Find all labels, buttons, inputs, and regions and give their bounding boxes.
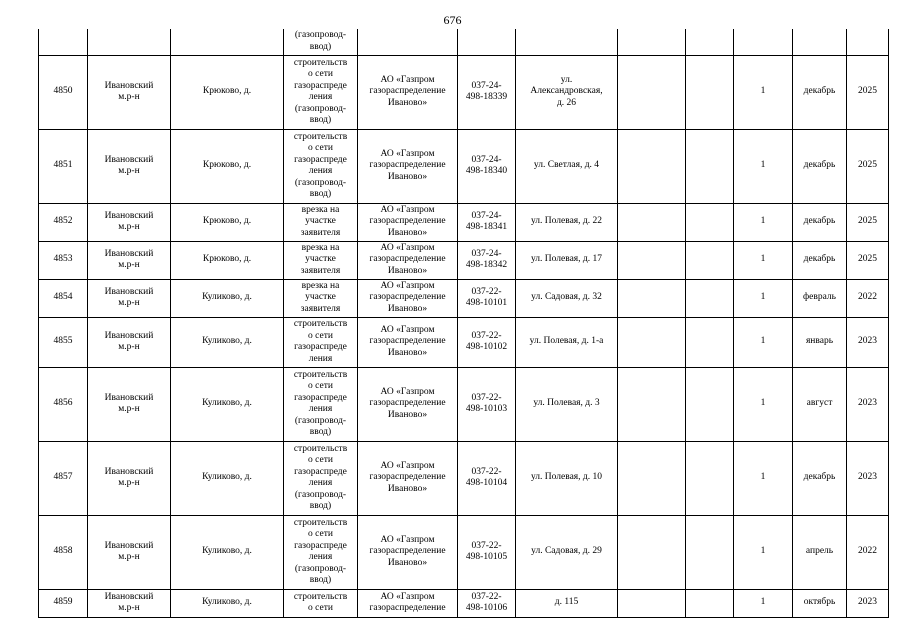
cell-num: 4855 bbox=[39, 317, 88, 367]
cell-work: строительств о сети газораспреде ления bbox=[284, 317, 358, 367]
cell-year: 2022 bbox=[847, 279, 889, 317]
cell-address: д. 115 bbox=[516, 589, 618, 617]
table-row-continued bbox=[39, 29, 889, 55]
cell-work: строительств о сети газораспреде ления (газопровод- ввод) bbox=[284, 515, 358, 589]
cell-month: октябрь bbox=[793, 589, 847, 617]
table-row bbox=[39, 129, 889, 203]
cell-year: 2023 bbox=[847, 441, 889, 515]
cell-district: Ивановский м.р-н bbox=[88, 203, 171, 241]
gasification-table bbox=[38, 29, 889, 618]
cell-e2 bbox=[686, 589, 734, 617]
cell-code: 037-22- 498-10105 bbox=[458, 515, 516, 589]
cell-code: 037-22- 498-10103 bbox=[458, 367, 516, 441]
cell-locality: Крюково, д. bbox=[171, 241, 284, 279]
cell-org: АО «Газпром газораспределение Иваново» bbox=[358, 129, 458, 203]
cell-org: АО «Газпром газораспределение Иваново» bbox=[358, 367, 458, 441]
cell-e1 bbox=[618, 317, 686, 367]
cell-address: ул. Полевая, д. 17 bbox=[516, 241, 618, 279]
cell-address: ул. Александровская, д. 26 bbox=[516, 55, 618, 129]
cell-work: строительств о сети газораспреде ления (газопровод- ввод) bbox=[284, 129, 358, 203]
cell-work: строительств о сети газораспреде ления (газопровод- ввод) bbox=[284, 55, 358, 129]
cell-e2 bbox=[686, 441, 734, 515]
cell-e2 bbox=[686, 55, 734, 129]
cell-num: 4856 bbox=[39, 367, 88, 441]
table-row bbox=[39, 589, 889, 617]
cell-work: врезка на участке заявителя bbox=[284, 279, 358, 317]
cell-e1 bbox=[618, 129, 686, 203]
cell-district: Ивановский м.р-н bbox=[88, 515, 171, 589]
table-row bbox=[39, 515, 889, 589]
cell-e2 bbox=[686, 129, 734, 203]
cell-year: 2023 bbox=[847, 367, 889, 441]
cell-month: февраль bbox=[793, 279, 847, 317]
cell-e2 bbox=[686, 241, 734, 279]
cell-code: 037-24- 498-18339 bbox=[458, 55, 516, 129]
cell-qty: 1 bbox=[734, 317, 793, 367]
cell-district: Ивановский м.р-н bbox=[88, 279, 171, 317]
cell-code: 037-22- 498-10101 bbox=[458, 279, 516, 317]
cell-work: строительств о сети газораспреде ления (газопровод- ввод) bbox=[284, 367, 358, 441]
cell-e2 bbox=[686, 203, 734, 241]
cell-work: строительств о сети bbox=[284, 589, 358, 617]
cell-num: 4853 bbox=[39, 241, 88, 279]
cell-num bbox=[39, 29, 88, 55]
cell-address: ул. Светлая, д. 4 bbox=[516, 129, 618, 203]
table-row bbox=[39, 317, 889, 367]
cell-code: 037-24- 498-18341 bbox=[458, 203, 516, 241]
cell-num: 4857 bbox=[39, 441, 88, 515]
cell-num: 4850 bbox=[39, 55, 88, 129]
cell-month: декабрь bbox=[793, 441, 847, 515]
cell-locality: Куликово, д. bbox=[171, 279, 284, 317]
cell-district: Ивановский м.р-н bbox=[88, 367, 171, 441]
cell-org bbox=[358, 29, 458, 55]
cell-year: 2025 bbox=[847, 203, 889, 241]
cell-year: 2023 bbox=[847, 589, 889, 617]
cell-month: август bbox=[793, 367, 847, 441]
table-row bbox=[39, 279, 889, 317]
cell-locality: Куликово, д. bbox=[171, 367, 284, 441]
cell-e1 bbox=[618, 203, 686, 241]
cell-e1 bbox=[618, 441, 686, 515]
cell-district: Ивановский м.р-н bbox=[88, 241, 171, 279]
cell-code bbox=[458, 29, 516, 55]
cell-num: 4859 bbox=[39, 589, 88, 617]
table-row bbox=[39, 441, 889, 515]
cell-qty: 1 bbox=[734, 203, 793, 241]
cell-month: январь bbox=[793, 317, 847, 367]
cell-org: АО «Газпром газораспределение Иваново» bbox=[358, 241, 458, 279]
cell-month: апрель bbox=[793, 515, 847, 589]
cell-org: АО «Газпром газораспределение Иваново» bbox=[358, 515, 458, 589]
cell-work: (газопровод- ввод) bbox=[284, 29, 358, 55]
cell-e1 bbox=[618, 589, 686, 617]
cell-qty: 1 bbox=[734, 129, 793, 203]
cell-locality: Крюково, д. bbox=[171, 203, 284, 241]
cell-district: Ивановский м.р-н bbox=[88, 441, 171, 515]
cell-month bbox=[793, 29, 847, 55]
cell-num: 4852 bbox=[39, 203, 88, 241]
cell-org: АО «Газпром газораспределение Иваново» bbox=[358, 55, 458, 129]
table-row bbox=[39, 367, 889, 441]
cell-year: 2025 bbox=[847, 129, 889, 203]
cell-num: 4854 bbox=[39, 279, 88, 317]
cell-district: Ивановский м.р-н bbox=[88, 589, 171, 617]
cell-e1 bbox=[618, 241, 686, 279]
cell-address: ул. Полевая, д. 22 bbox=[516, 203, 618, 241]
cell-empty bbox=[618, 29, 686, 55]
cell-empty bbox=[686, 29, 734, 55]
table-row bbox=[39, 203, 889, 241]
cell-qty: 1 bbox=[734, 367, 793, 441]
cell-code: 037-22- 498-10104 bbox=[458, 441, 516, 515]
cell-year: 2025 bbox=[847, 55, 889, 129]
cell-work: врезка на участке заявителя bbox=[284, 241, 358, 279]
cell-address: ул. Полевая, д. 3 bbox=[516, 367, 618, 441]
cell-locality: Куликово, д. bbox=[171, 441, 284, 515]
cell-qty bbox=[734, 29, 793, 55]
cell-e1 bbox=[618, 367, 686, 441]
cell-code: 037-22- 498-10106 bbox=[458, 589, 516, 617]
cell-work: врезка на участке заявителя bbox=[284, 203, 358, 241]
cell-num: 4858 bbox=[39, 515, 88, 589]
cell-address: ул. Садовая, д. 32 bbox=[516, 279, 618, 317]
cell-qty: 1 bbox=[734, 589, 793, 617]
cell-year: 2023 bbox=[847, 317, 889, 367]
cell-work: строительств о сети газораспреде ления (газопровод- ввод) bbox=[284, 441, 358, 515]
cell-e1 bbox=[618, 515, 686, 589]
cell-qty: 1 bbox=[734, 515, 793, 589]
cell-qty: 1 bbox=[734, 279, 793, 317]
cell-qty: 1 bbox=[734, 441, 793, 515]
cell-address bbox=[516, 29, 618, 55]
cell-org: АО «Газпром газораспределение Иваново» bbox=[358, 317, 458, 367]
cell-e2 bbox=[686, 279, 734, 317]
cell-locality bbox=[171, 29, 284, 55]
cell-year: 2022 bbox=[847, 515, 889, 589]
cell-num: 4851 bbox=[39, 129, 88, 203]
cell-e2 bbox=[686, 367, 734, 441]
cell-org: АО «Газпром газораспределение Иваново» bbox=[358, 279, 458, 317]
cell-month: декабрь bbox=[793, 129, 847, 203]
cell-month: декабрь bbox=[793, 241, 847, 279]
cell-address: ул. Полевая, д. 10 bbox=[516, 441, 618, 515]
cell-code: 037-24- 498-18342 bbox=[458, 241, 516, 279]
cell-district: Ивановский м.р-н bbox=[88, 317, 171, 367]
cell-locality: Крюково, д. bbox=[171, 129, 284, 203]
cell-qty: 1 bbox=[734, 55, 793, 129]
cell-district: Ивановский м.р-н bbox=[88, 129, 171, 203]
cell-month: декабрь bbox=[793, 203, 847, 241]
cell-code: 037-22- 498-10102 bbox=[458, 317, 516, 367]
cell-locality: Куликово, д. bbox=[171, 589, 284, 617]
cell-e2 bbox=[686, 317, 734, 367]
cell-year: 2025 bbox=[847, 241, 889, 279]
cell-e2 bbox=[686, 515, 734, 589]
cell-qty: 1 bbox=[734, 241, 793, 279]
cell-org: АО «Газпром газораспределение bbox=[358, 589, 458, 617]
page-number: 676 bbox=[443, 13, 462, 27]
cell-address: ул. Садовая, д. 29 bbox=[516, 515, 618, 589]
cell-locality: Куликово, д. bbox=[171, 317, 284, 367]
cell-e1 bbox=[618, 279, 686, 317]
cell-locality: Куликово, д. bbox=[171, 515, 284, 589]
cell-e1 bbox=[618, 55, 686, 129]
cell-month: декабрь bbox=[793, 55, 847, 129]
cell-year bbox=[847, 29, 889, 55]
table-row bbox=[39, 241, 889, 279]
cell-address: ул. Полевая, д. 1-а bbox=[516, 317, 618, 367]
cell-org: АО «Газпром газораспределение Иваново» bbox=[358, 203, 458, 241]
table-row bbox=[39, 55, 889, 129]
cell-locality: Крюково, д. bbox=[171, 55, 284, 129]
cell-code: 037-24- 498-18340 bbox=[458, 129, 516, 203]
cell-district: Ивановский м.р-н bbox=[88, 55, 171, 129]
cell-org: АО «Газпром газораспределение Иваново» bbox=[358, 441, 458, 515]
cell-district bbox=[88, 29, 171, 55]
